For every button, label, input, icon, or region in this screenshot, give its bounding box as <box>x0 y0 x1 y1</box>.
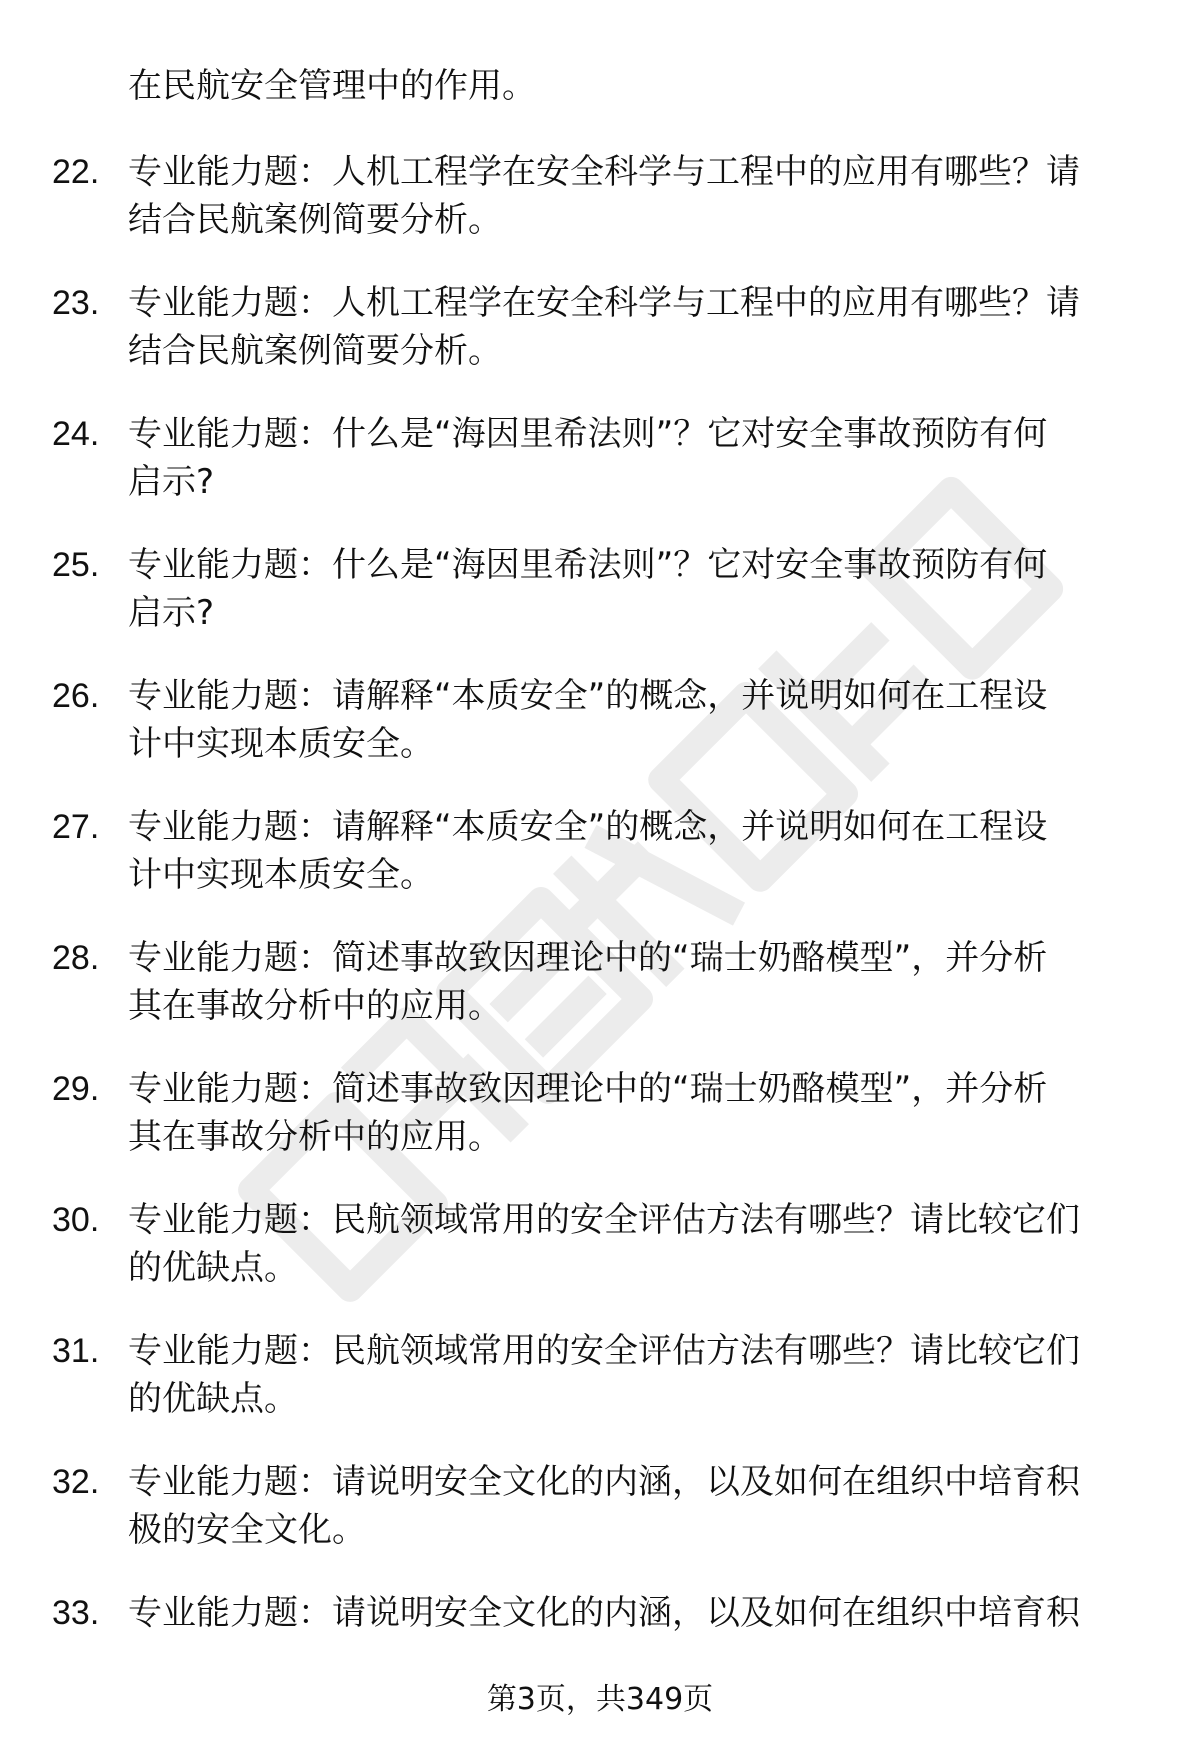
question-text <box>128 803 1138 899</box>
question-text <box>128 1196 1138 1292</box>
question-number: 33. <box>52 1594 100 1632</box>
question-line: 专业能力题：简述事故致因理论中的“瑞士奶酪模型”，并分析 <box>128 938 1048 978</box>
question-line: 计中实现本质安全。 <box>128 724 434 764</box>
question-text <box>128 1458 1138 1554</box>
question-line: 结合民航案例简要分析。 <box>128 331 502 371</box>
question-line: 的优缺点。 <box>128 1248 298 1288</box>
question-number: 32. <box>52 1463 100 1501</box>
question-line: 的优缺点。 <box>128 1379 298 1419</box>
question-line: 其在事故分析中的应用。 <box>128 986 502 1026</box>
question-item <box>0 410 1200 541</box>
question-text <box>128 279 1138 375</box>
question-text <box>128 541 1138 637</box>
question-number: 25. <box>52 546 100 584</box>
question-item <box>0 541 1200 672</box>
question-number: 22. <box>52 153 100 191</box>
question-item <box>0 672 1200 803</box>
question-line: 启示? <box>128 462 215 502</box>
question-list <box>0 148 1200 1720</box>
question-item <box>0 803 1200 934</box>
question-text <box>128 934 1138 1030</box>
question-line: 专业能力题：什么是“海因里希法则”？它对安全事故预防有何 <box>128 545 1048 585</box>
question-text <box>128 1589 1138 1637</box>
question-line: 专业能力题：人机工程学在安全科学与工程中的应用有哪些？请 <box>128 152 1080 192</box>
question-number: 24. <box>52 415 100 453</box>
question-line: 计中实现本质安全。 <box>128 855 434 895</box>
question-line: 其在事故分析中的应用。 <box>128 1117 502 1157</box>
question-line: 专业能力题：民航领域常用的安全评估方法有哪些？请比较它们 <box>128 1200 1080 1240</box>
question-item <box>0 1065 1200 1196</box>
question-item <box>0 934 1200 1065</box>
question-item <box>0 1196 1200 1327</box>
question-line: 结合民航案例简要分析。 <box>128 200 502 240</box>
question-number: 27. <box>52 808 100 846</box>
question-number: 23. <box>52 284 100 322</box>
continuation-text: 在民航安全管理中的作用。 <box>128 66 536 106</box>
question-line: 专业能力题：请说明安全文化的内涵，以及如何在组织中培育积 <box>128 1462 1080 1502</box>
question-item <box>0 148 1200 279</box>
question-item <box>0 1327 1200 1458</box>
question-number: 31. <box>52 1332 100 1370</box>
question-line: 专业能力题：人机工程学在安全科学与工程中的应用有哪些？请 <box>128 283 1080 323</box>
question-line: 专业能力题：简述事故致因理论中的“瑞士奶酪模型”，并分析 <box>128 1069 1048 1109</box>
question-line: 专业能力题：民航领域常用的安全评估方法有哪些？请比较它们 <box>128 1331 1080 1371</box>
question-item <box>0 279 1200 410</box>
question-text <box>128 410 1138 506</box>
question-line: 专业能力题：请解释“本质安全”的概念，并说明如何在工程设 <box>128 807 1048 847</box>
question-number: 29. <box>52 1070 100 1108</box>
question-number: 26. <box>52 677 100 715</box>
question-item <box>0 1458 1200 1589</box>
question-line: 专业能力题：请说明安全文化的内涵，以及如何在组织中培育积 <box>128 1593 1080 1633</box>
question-line: 极的安全文化。 <box>128 1510 366 1550</box>
question-text <box>128 1065 1138 1161</box>
question-text <box>128 148 1138 244</box>
page-footer: 第3页，共349页 <box>486 1682 714 1717</box>
question-line: 启示? <box>128 593 215 633</box>
question-line: 专业能力题：请解释“本质安全”的概念，并说明如何在工程设 <box>128 676 1048 716</box>
question-number: 30. <box>52 1201 100 1239</box>
question-text <box>128 1327 1138 1423</box>
question-number: 28. <box>52 939 100 977</box>
question-text <box>128 672 1138 768</box>
question-line: 专业能力题：什么是“海因里希法则”？它对安全事故预防有何 <box>128 414 1048 454</box>
